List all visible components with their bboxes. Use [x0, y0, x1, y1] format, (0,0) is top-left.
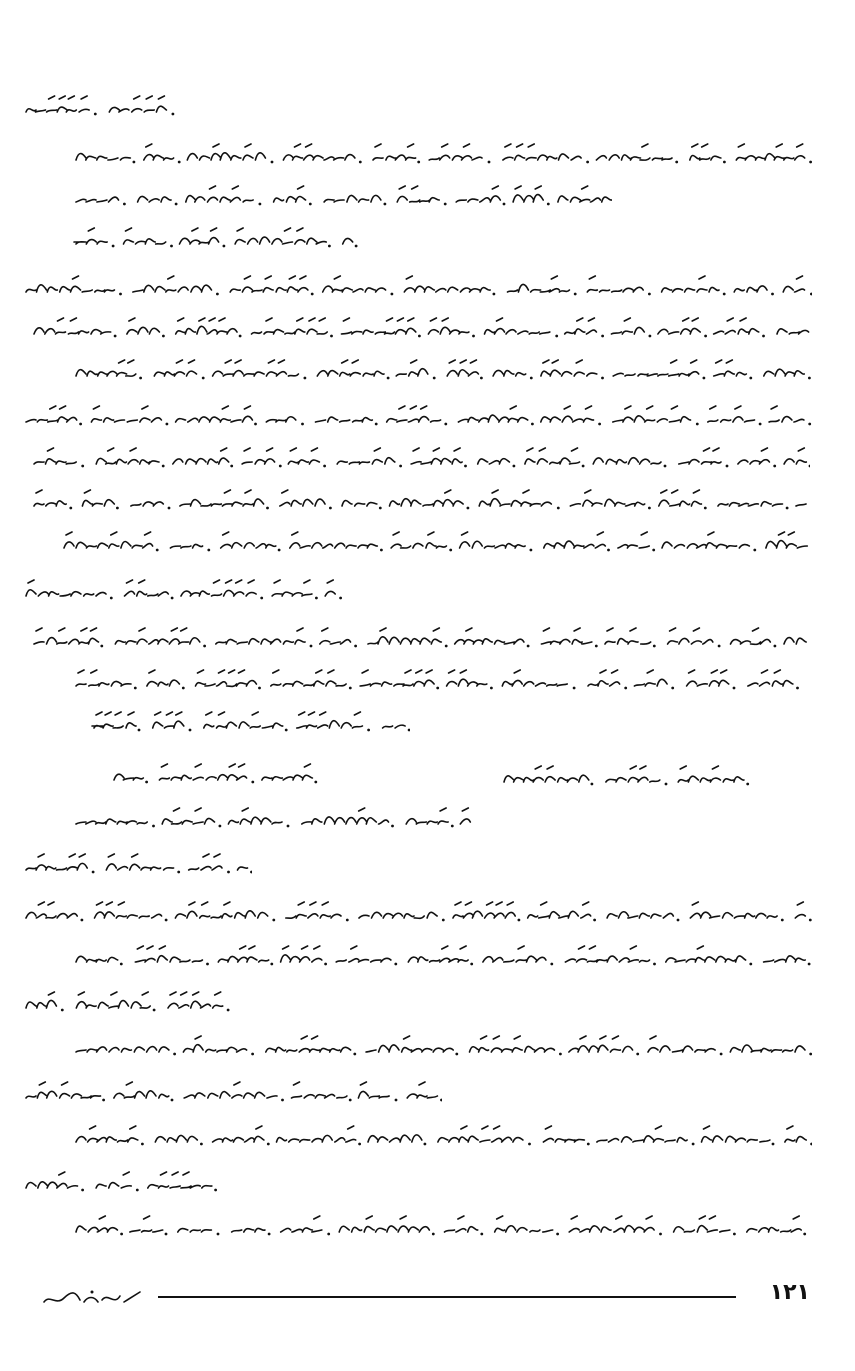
- script-line: [30, 442, 810, 476]
- script-line: [72, 940, 812, 974]
- script-glyphs: [22, 400, 812, 434]
- running-head-script: [40, 1284, 145, 1310]
- script-glyphs: [22, 1076, 442, 1110]
- script-line: [22, 270, 812, 304]
- script-line: [72, 180, 612, 214]
- script-line: [22, 90, 182, 124]
- script-glyphs: [72, 1030, 812, 1064]
- script-glyphs: [500, 760, 760, 794]
- script-line: [72, 802, 472, 836]
- script-line: [72, 1030, 812, 1064]
- script-line: [22, 1076, 442, 1110]
- script-glyphs: [22, 848, 252, 882]
- script-glyphs: [22, 90, 182, 124]
- script-glyphs: [72, 1210, 812, 1244]
- script-glyphs: [72, 940, 812, 974]
- script-glyphs: [110, 758, 320, 792]
- script-glyphs: [72, 138, 812, 172]
- script-line: [22, 400, 812, 434]
- script-glyphs: [22, 270, 812, 304]
- script-line: [30, 484, 810, 518]
- script-line: [72, 222, 362, 256]
- script-glyphs: [60, 526, 810, 560]
- script-line: [72, 138, 812, 172]
- script-line: [22, 848, 252, 882]
- script-line: [72, 1210, 812, 1244]
- script-line: [72, 1120, 812, 1154]
- script-glyphs: [30, 622, 810, 656]
- script-line: [22, 574, 342, 608]
- script-glyphs: [22, 896, 812, 930]
- script-glyphs: [72, 1120, 812, 1154]
- script-glyphs: [72, 222, 362, 256]
- script-glyphs: [30, 442, 810, 476]
- script-glyphs: [30, 484, 810, 518]
- running-head: [40, 1284, 145, 1310]
- script-line: [22, 896, 812, 930]
- script-glyphs: [90, 706, 410, 740]
- script-line: [60, 526, 810, 560]
- script-glyphs: [22, 1166, 222, 1200]
- script-glyphs: [72, 180, 612, 214]
- page-number: ١٢١: [769, 1280, 810, 1305]
- script-glyphs: [72, 354, 812, 388]
- script-line: [90, 706, 410, 740]
- script-glyphs: [22, 986, 232, 1020]
- script-line: [22, 986, 232, 1020]
- script-line: [72, 354, 812, 388]
- script-glyphs: [22, 574, 342, 608]
- script-glyphs: [72, 802, 472, 836]
- footer-rule: [158, 1296, 736, 1298]
- script-line: [500, 760, 760, 794]
- script-glyphs: [72, 664, 812, 698]
- script-line: [22, 1166, 222, 1200]
- script-line: [30, 622, 810, 656]
- script-line: [72, 664, 812, 698]
- script-line: [110, 758, 320, 792]
- script-glyphs: [30, 312, 810, 346]
- script-line: [30, 312, 810, 346]
